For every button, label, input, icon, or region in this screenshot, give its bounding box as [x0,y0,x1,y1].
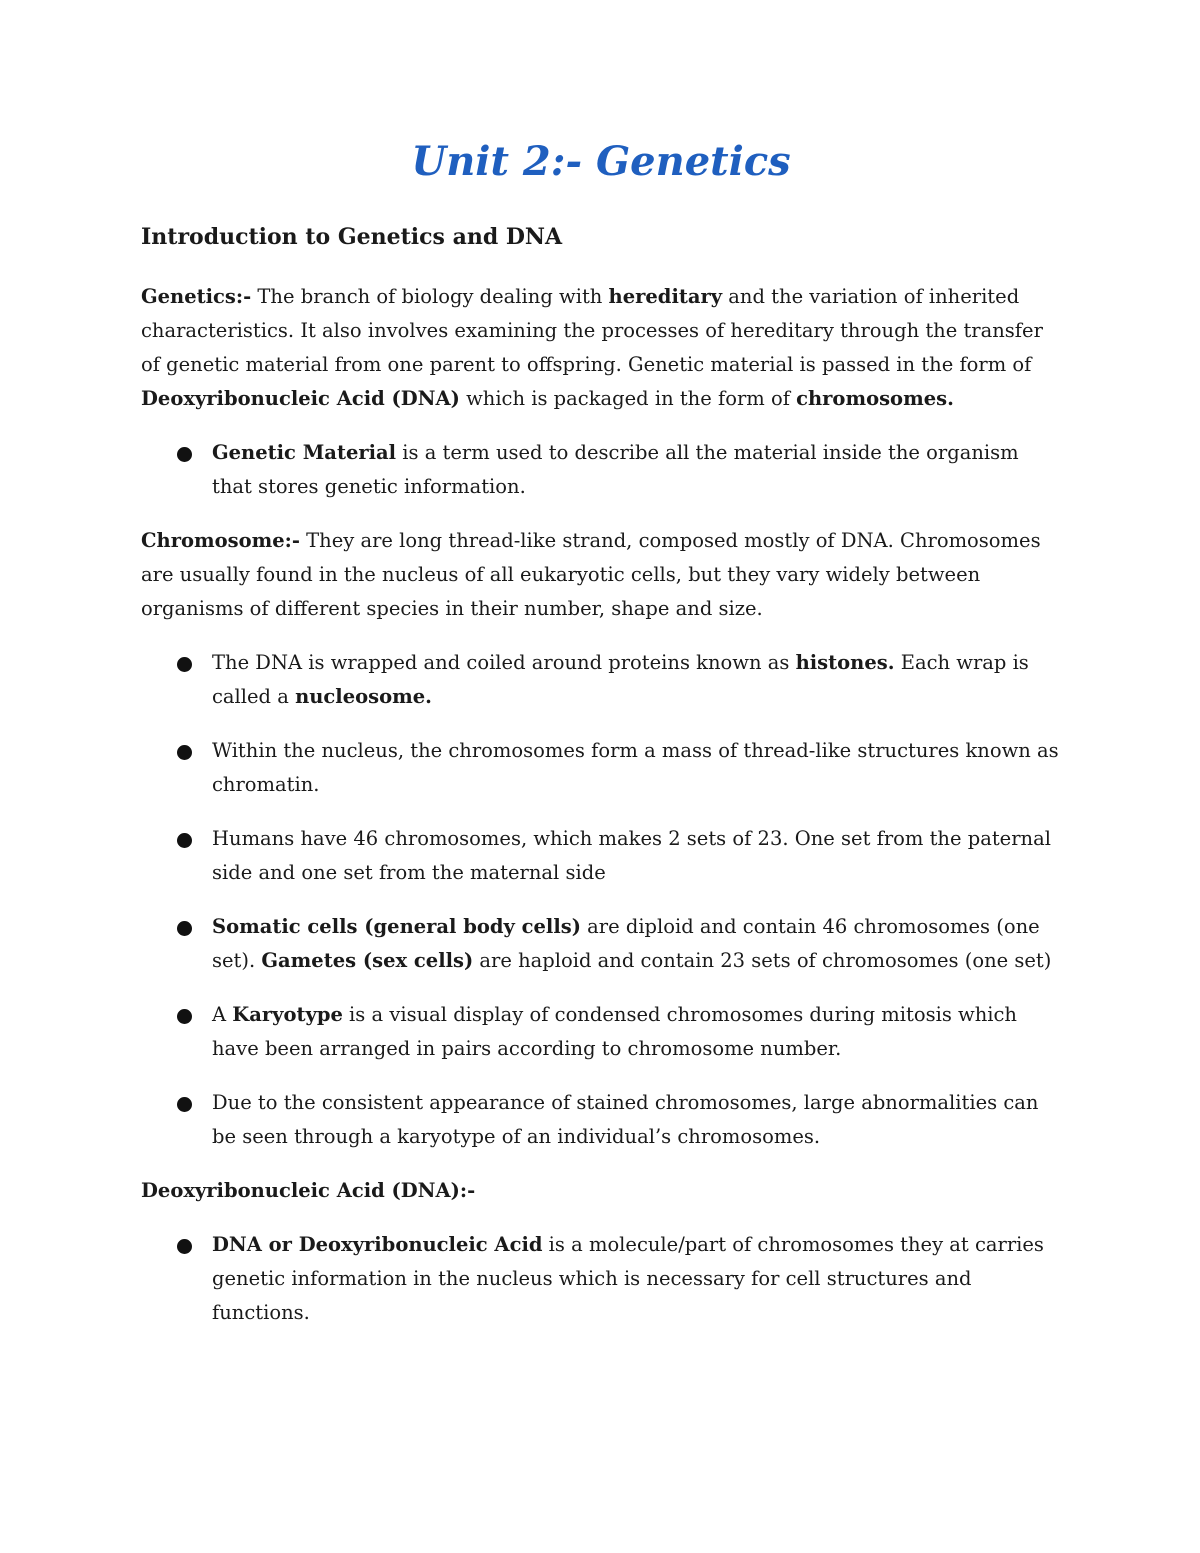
list-item [141,910,1061,978]
bullet-text: The DNA is wrapped and coiled around proteins known as [212,651,796,675]
bullet-icon [177,1009,192,1024]
bullet-icon [177,745,192,760]
chromosome-list [141,646,1061,1154]
list-item [141,734,1061,802]
document-page [141,140,1061,1350]
bullet-text: is a molecule/part of chromosomes they at carries genetic information in the nucleus which is necessary for cell structures and functions. [212,1233,1044,1325]
genetics-paragraph [141,280,1061,416]
bullet-icon [177,657,192,672]
page-title: Unit 2:- Genetics [411,138,791,185]
dna-list [141,1228,1061,1330]
gametes-term: Gametes (sex cells) [261,949,474,973]
bullet-icon [177,1239,192,1254]
chromosome-paragraph [141,524,1061,626]
chromosomes-term: chromosomes. [796,387,954,411]
hereditary-term: hereditary [608,285,723,309]
list-item [141,1086,1061,1154]
bullet-text: is a visual display of condensed chromosomes during mitosis which have been arranged in pairs according to chromosome number. [212,1003,1017,1061]
genetic-material-text: is a term used to describe all the material inside the organism that stores genetic information. [212,441,1019,499]
genetics-text-2: and the variation of inherited characteristics. It also involves examining the processes of hereditary through the transfer of genetic material from one parent to offspring. Genetic material is passed in the form of [141,285,1043,377]
list-item [141,822,1061,890]
bullet-text: Due to the consistent appearance of stained chromosomes, large abnormalities can be seen through a karyotype of an individual’s chromosomes. [212,1091,1039,1149]
genetics-term: Genetics:- [141,285,252,309]
bullet-icon [177,921,192,936]
chromosome-text: They are long thread-like strand, composed mostly of DNA. Chromosomes are usually found in the nucleus of all eukaryotic cells, but they vary widely between organisms of different species in their number, shape and size. [141,529,1041,621]
bullet-icon [177,447,192,462]
section-subtitle: Introduction to Genetics and DNA [141,224,563,250]
nucleosome-term: nucleosome. [295,685,432,709]
bullet-icon [177,1097,192,1112]
genetics-text-3: which is packaged in the form of [459,387,797,411]
list-item [141,998,1061,1066]
genetic-material-list [141,436,1061,504]
bullet-icon [177,833,192,848]
bullet-text: Each wrap is called a [212,651,1029,709]
list-item [141,436,1061,504]
karyotype-term: Karyotype [232,1003,343,1027]
somatic-cells-term: Somatic cells (general body cells) [212,915,581,939]
bullet-text: Humans have 46 chromosomes, which makes 2 sets of 23. One set from the paternal side and one set from the maternal side [212,827,1051,885]
dna-term: Deoxyribonucleic Acid (DNA) [141,387,460,411]
bullet-text: Within the nucleus, the chromosomes form a mass of thread-like structures known as chromatin. [212,739,1059,797]
genetics-text-1: The branch of biology dealing with [251,285,609,309]
bullet-text: are haploid and contain 23 sets of chromosomes (one set) [473,949,1052,973]
chromosome-term: Chromosome:- [141,529,300,553]
genetic-material-term: Genetic Material [212,441,397,465]
list-item [141,1228,1061,1330]
histones-term: histones. [795,651,895,675]
dna-full-term: DNA or Deoxyribonucleic Acid [212,1233,543,1257]
bullet-text: A [212,1003,233,1027]
dna-section-heading: Deoxyribonucleic Acid (DNA):- [141,1179,476,1203]
bullet-text: are diploid and contain 46 chromosomes (one set). [212,915,1040,973]
list-item [141,646,1061,714]
